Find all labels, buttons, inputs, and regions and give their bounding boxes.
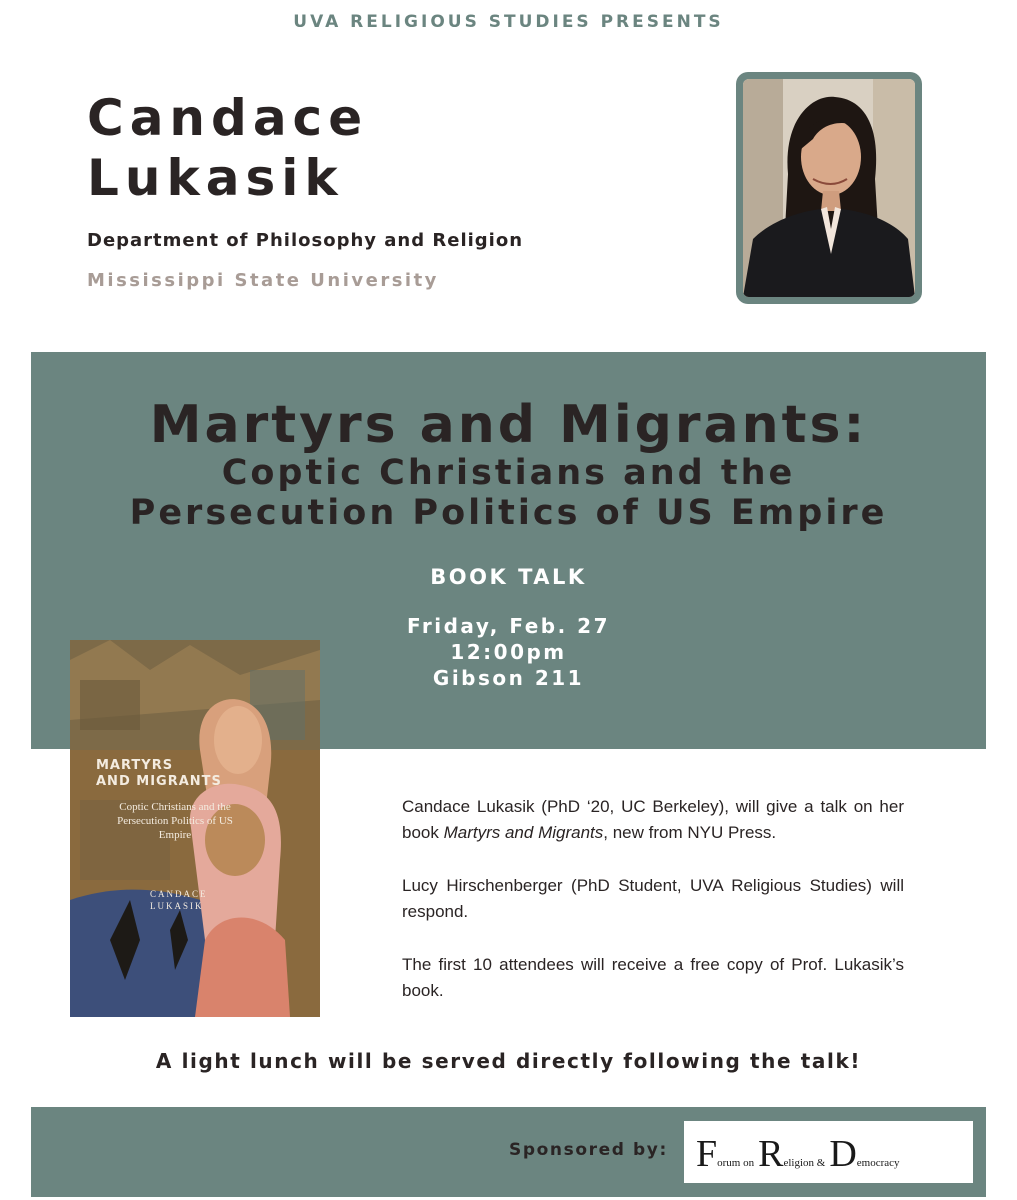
description-paragraph-1 — [402, 794, 904, 846]
cover-title-line2: AND MIGRANTS — [96, 774, 222, 789]
book-title-inline: Martyrs and Migrants — [443, 823, 604, 842]
speaker-university: Mississippi State University — [87, 270, 439, 291]
cover-author — [150, 888, 270, 912]
logo-letter-d: D — [829, 1133, 857, 1175]
speaker-photo — [743, 79, 915, 297]
event-description — [402, 794, 904, 1031]
sponsor-logo-text — [696, 1135, 900, 1173]
talk-subtitle-line1: Coptic Christians and the — [221, 453, 796, 493]
book-cover-image — [70, 640, 320, 1017]
logo-letter-r: R — [758, 1133, 784, 1175]
talk-subtitle — [31, 453, 986, 533]
logo-word-emocracy: emocracy — [856, 1157, 900, 1169]
lunch-note: A light lunch will be served directly following the talk! — [155, 1049, 862, 1073]
event-date: Friday, Feb. 27 — [407, 614, 610, 638]
speaker-photo-frame — [736, 72, 922, 304]
cover-title — [96, 758, 296, 790]
logo-letter-f: F — [696, 1133, 718, 1175]
logo-word-orum: orum on — [717, 1157, 755, 1169]
description-paragraph-2: Lucy Hirschenberger (PhD Student, UVA Religious Studies) will respond. — [402, 876, 904, 921]
presenter-heading: UVA RELIGIOUS STUDIES PRESENTS — [293, 12, 724, 32]
cover-title-line1: MARTYRS — [96, 758, 174, 773]
event-location: Gibson 211 — [432, 666, 585, 690]
cover-subtitle: Coptic Christians and the Persecution Politics of US Empire — [117, 801, 233, 841]
talk-title: Martyrs and Migrants: — [149, 395, 868, 455]
description-text: Candace Lukasik (PhD ‘20, UC Berkeley), will give a talk on her book — [402, 797, 904, 842]
speaker-first-name: Candace — [87, 89, 369, 147]
logo-word-eligion: eligion & — [783, 1157, 826, 1169]
speaker-last-name: Lukasik — [87, 149, 344, 207]
sponsored-label: Sponsored by: — [509, 1140, 668, 1160]
speaker-department: Department of Philosophy and Religion — [87, 230, 524, 251]
talk-subtitle-line2: Persecution Politics of US Empire — [129, 493, 888, 533]
event-type: BOOK TALK — [430, 565, 587, 589]
description-text: , new from NYU Press. — [603, 823, 777, 842]
cover-author-line2: LUKASIK — [150, 901, 204, 911]
event-time: 12:00pm — [450, 640, 567, 664]
speaker-name — [87, 88, 368, 208]
description-paragraph-3: The first 10 attendees will receive a free copy of Prof. Lukasik’s book. — [402, 955, 904, 1000]
cover-author-line1: CANDACE — [150, 889, 208, 899]
sponsor-logo — [684, 1121, 973, 1183]
